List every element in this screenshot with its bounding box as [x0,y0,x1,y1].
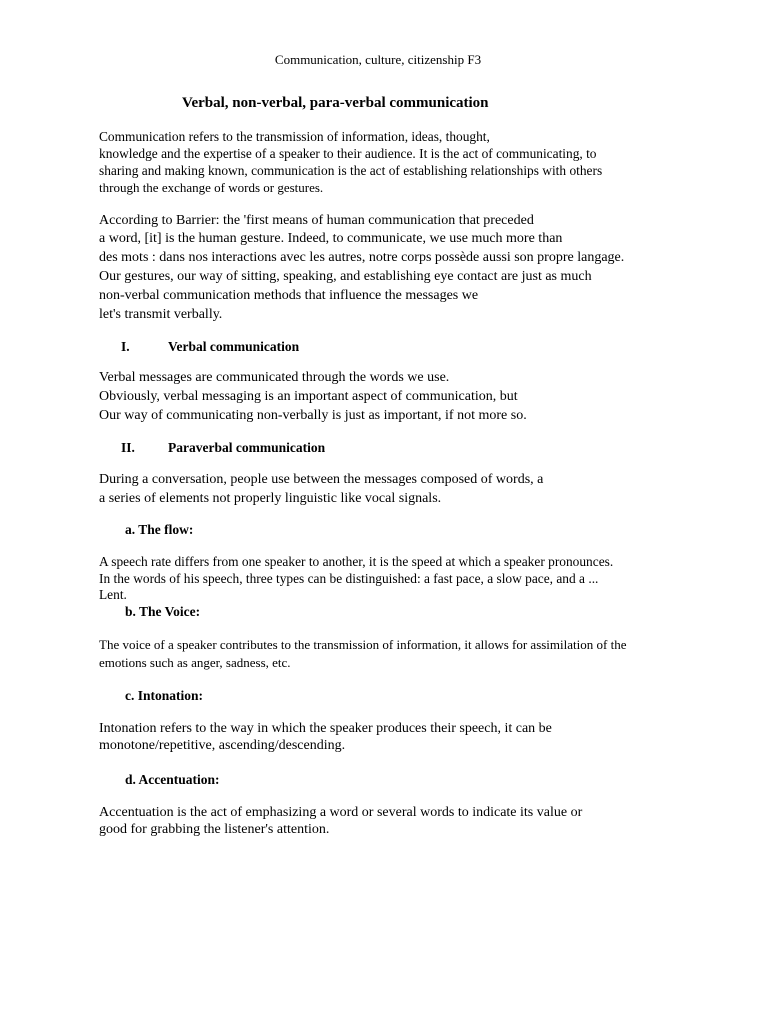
section-2-heading: Paraverbal communication [168,440,326,455]
subsection-d-line: good for grabbing the listener's attention. [99,822,330,837]
section-2-number: II. [121,440,135,455]
document-title: Verbal, non-verbal, para-verbal communication [182,95,489,111]
barrier-line: des mots : dans nos interactions avec les autres, notre corps possède aussi son propre langage. [99,250,625,265]
intro-line: through the exchange of words or gestures. [99,180,324,195]
barrier-line: According to Barrier: the 'first means of human communication that preceded [99,213,534,228]
subsection-b-heading: b. The Voice: [125,604,201,619]
subsection-c-heading: c. Intonation: [125,688,204,703]
subsection-d-line: Accentuation is the act of emphasizing a word or several words to indicate its value or [99,805,583,820]
subsection-a-heading: a. The flow: [125,522,194,537]
section-2-line: a series of elements not properly linguistic like vocal signals. [99,491,442,506]
page-header: Communication, culture, citizenship F3 [274,52,482,67]
section-2-line: During a conversation, people use between the messages composed of words, a [99,472,544,487]
subsection-a-line: Lent. [99,587,127,602]
subsection-b-line: emotions such as anger, sadness, etc. [99,655,291,670]
barrier-line: non-verbal communication methods that influence the messages we [99,288,479,303]
barrier-line: a word, [it] is the human gesture. Indeed, to communicate, we use much more than [99,231,563,246]
subsection-a-line: A speech rate differs from one speaker to another, it is the speed at which a speaker pronounces. [99,554,614,569]
section-1-line: Obviously, verbal messaging is an important aspect of communication, but [99,389,518,404]
intro-line: knowledge and the expertise of a speaker to their audience. It is the act of communicating, to [99,146,597,161]
subsection-c-line: Intonation refers to the way in which the speaker produces their speech, it can be [99,721,552,736]
section-1-number: I. [121,339,130,354]
section-1-line: Verbal messages are communicated through the words we use. [99,370,450,385]
subsection-d-heading: d. Accentuation: [125,772,220,787]
subsection-c-line: monotone/repetitive, ascending/descending. [99,738,346,753]
barrier-line: Our gestures, our way of sitting, speaking, and establishing eye contact are just as much [99,269,592,284]
subsection-b-line: The voice of a speaker contributes to the transmission of information, it allows for assimilation of the [99,637,627,652]
subsection-a-line: In the words of his speech, three types can be distinguished: a fast pace, a slow pace, and a ... [99,571,599,586]
section-1-heading: Verbal communication [168,339,300,354]
section-1-line: Our way of communicating non-verbally is just as important, if not more so. [99,408,527,423]
intro-line: Communication refers to the transmission of information, ideas, thought, [99,129,490,144]
barrier-line: let's transmit verbally. [99,307,223,322]
intro-line: sharing and making known, communication is the act of establishing relationships with others [99,163,603,178]
